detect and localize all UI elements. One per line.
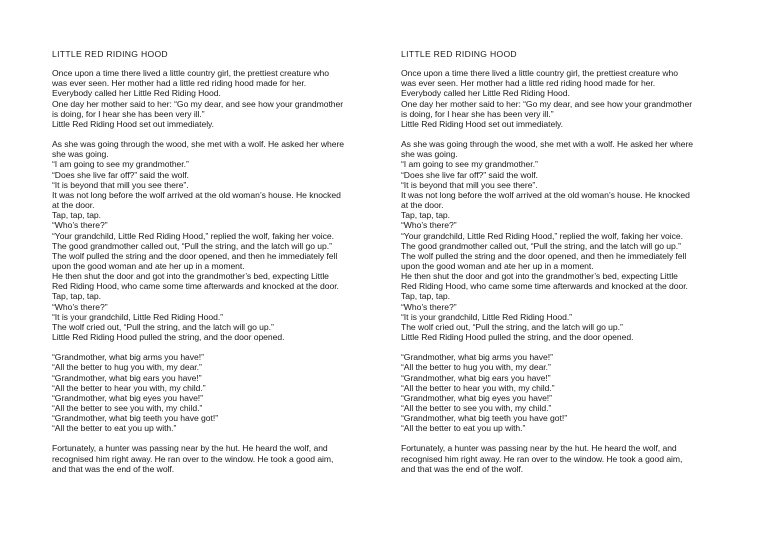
text-line: “Does she live far off?” said the wolf. [52,169,189,180]
text-line: Red Riding Hood, who came some time afterwards and knocked at the door. [401,281,688,292]
text-line: “Your grandchild, Little Red Riding Hood,” replied the wolf, faking her voice. [52,230,334,241]
story-paragraph [52,352,372,433]
text-line: Tap, tap, tap. [401,210,450,221]
story-title: LITTLE RED RIDING HOOD [401,49,517,59]
document-page-right [401,49,721,484]
text-line: Little Red Riding Hood pulled the string, and the door opened. [401,332,634,343]
text-line: Little Red Riding Hood set out immediately. [401,118,564,129]
text-line: The wolf cried out, “Pull the string, and the latch will go up.” [52,321,274,332]
text-line: He then shut the door and got into the grandmother’s bed, expecting Little [401,271,678,282]
text-line: Tap, tap, tap. [52,210,101,221]
text-line: and that was the end of the wolf. [401,463,524,474]
text-line: “Grandmother, what big eyes you have!” [401,392,552,403]
text-line: “All the better to hear you with, my child.” [401,382,555,393]
text-line: “Who’s there?” [52,301,108,312]
text-line: Little Red Riding Hood set out immediately. [52,118,215,129]
text-line: Everybody called her Little Red Riding Hood. [401,88,570,99]
story-paragraph [52,443,372,473]
text-line: “Who’s there?” [52,220,108,231]
text-line: at the door. [52,200,95,211]
text-line: The good grandmother called out, “Pull the string, and the latch will go up.” [401,240,681,251]
story-body [401,68,721,474]
story-paragraph [401,352,721,433]
text-line: is doing, for I hear she has been very ill.” [401,108,554,119]
story-body [52,68,372,474]
text-line: “All the better to hug you with, my dear.” [401,362,551,373]
text-line: “All the better to eat you up with.” [401,423,526,434]
text-line: One day her mother said to her: “Go my dear, and see how your grandmother [52,98,344,109]
text-line: “Grandmother, what big ears you have!” [52,372,202,383]
text-line: “Grandmother, what big eyes you have!” [52,392,203,403]
text-line: “It is beyond that mill you see there”. [52,179,189,190]
text-line: and that was the end of the wolf. [52,463,175,474]
text-line: One day her mother said to her: “Go my dear, and see how your grandmother [401,98,693,109]
text-line: she was going. [401,149,458,160]
story-paragraph [401,68,721,129]
text-line: was ever seen. Her mother had a little red riding hood made for her. [401,78,656,89]
document-page-left [52,49,372,484]
text-line: Fortunately, a hunter was passing near by the hut. He heard the wolf, and [401,443,677,454]
text-line: The wolf pulled the string and the door opened, and then he immediately fell [401,250,687,261]
text-line: Fortunately, a hunter was passing near by the hut. He heard the wolf, and [52,443,328,454]
text-line: Once upon a time there lived a little country girl, the prettiest creature who [52,68,329,79]
text-line: “Who’s there?” [401,220,457,231]
text-line: “All the better to hear you with, my child.” [52,382,206,393]
text-line: “Grandmother, what big arms you have!” [52,352,204,363]
text-line: As she was going through the wood, she met with a wolf. He asked her where [401,139,693,150]
story-paragraph [52,139,372,342]
text-line: “Grandmother, what big arms you have!” [401,352,553,363]
text-line: was ever seen. Her mother had a little red riding hood made for her. [52,78,307,89]
text-line: Tap, tap, tap. [52,291,101,302]
text-line: recognised him right away. He ran over to the window. He took a good aim, [401,453,683,464]
text-line: “All the better to eat you up with.” [52,423,177,434]
text-line: Once upon a time there lived a little country girl, the prettiest creature who [401,68,678,79]
text-line: she was going. [52,149,109,160]
text-line: upon the good woman and ate her up in a moment. [401,260,594,271]
story-paragraph [401,443,721,473]
text-line: “It is your grandchild, Little Red Riding Hood.” [401,311,572,322]
text-line: “Grandmother, what big teeth you have got!” [401,413,568,424]
story-paragraph [401,139,721,342]
text-line: “I am going to see my grandmother.” [401,159,538,170]
story-title: LITTLE RED RIDING HOOD [52,49,168,59]
text-line: “All the better to hug you with, my dear.” [52,362,202,373]
text-line: is doing, for I hear she has been very ill.” [52,108,205,119]
text-line: Everybody called her Little Red Riding Hood. [52,88,221,99]
text-line: “All the better to see you with, my child.” [52,403,203,413]
text-line: Little Red Riding Hood pulled the string, and the door opened. [52,332,285,343]
text-line: As she was going through the wood, she met with a wolf. He asked her where [52,139,344,150]
text-line: “Who’s there?” [401,301,457,312]
text-line: He then shut the door and got into the grandmother’s bed, expecting Little [52,271,329,282]
text-line: Red Riding Hood, who came some time afterwards and knocked at the door. [52,281,339,292]
story-paragraph [52,68,372,129]
text-line: The wolf pulled the string and the door opened, and then he immediately fell [52,250,338,261]
text-line: The good grandmother called out, “Pull the string, and the latch will go up.” [52,240,332,251]
text-line: “Grandmother, what big teeth you have got!” [52,413,219,424]
text-line: recognised him right away. He ran over to the window. He took a good aim, [52,453,334,464]
text-line: “All the better to see you with, my child.” [401,403,552,413]
text-line: “It is your grandchild, Little Red Riding Hood.” [52,311,223,322]
text-line: “Grandmother, what big ears you have!” [401,372,551,383]
text-line: “It is beyond that mill you see there”. [401,179,538,190]
text-line: It was not long before the wolf arrived at the old woman’s house. He knocked [52,189,341,200]
text-line: “Does she live far off?” said the wolf. [401,169,538,180]
text-line: “I am going to see my grandmother.” [52,159,189,170]
text-line: at the door. [401,200,444,211]
text-line: It was not long before the wolf arrived at the old woman’s house. He knocked [401,189,690,200]
text-line: “Your grandchild, Little Red Riding Hood,” replied the wolf, faking her voice. [401,230,683,241]
text-line: The wolf cried out, “Pull the string, and the latch will go up.” [401,321,623,332]
text-line: upon the good woman and ate her up in a moment. [52,260,245,271]
text-line: Tap, tap, tap. [401,291,450,302]
